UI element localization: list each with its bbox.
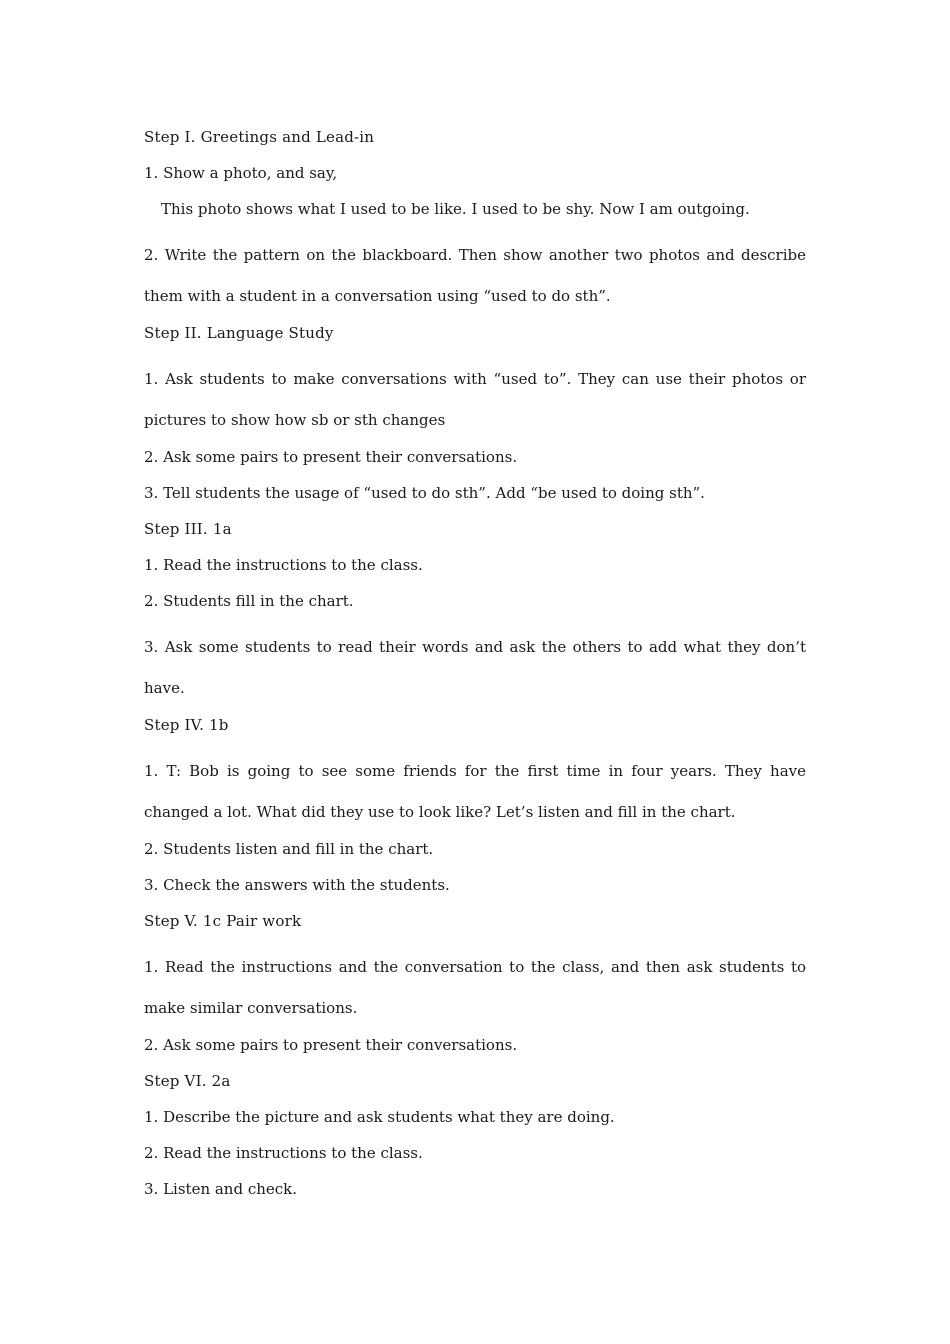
step-6-item-1: 1. Describe the picture and ask students what they are doing. <box>144 1108 615 1126</box>
step-1-heading: Step I. Greetings and Lead-in <box>144 128 375 146</box>
step-2-item-3: 3. Tell students the usage of “used to do sth”. Add “be used to doing sth”. <box>144 484 705 502</box>
step-1-item-1: 1. Show a photo, and say, <box>144 164 338 182</box>
step-2-heading: Step II. Language Study <box>144 324 334 342</box>
document-page <box>144 127 811 1215</box>
step-5-heading: Step V. 1c Pair work <box>144 912 302 930</box>
step-4-item-1: 1. T: Bob is going to see some friends for the first time in four years. They have changed a lot. What did they use to look like? Let’s listen and fill in the chart. <box>144 762 811 821</box>
step-6-heading: Step VI. 2a <box>144 1072 231 1090</box>
step-2-item-2: 2. Ask some pairs to present their conversations. <box>144 448 518 466</box>
step-4-item-3: 3. Check the answers with the students. <box>144 876 450 894</box>
step-6-item-2: 2. Read the instructions to the class. <box>144 1144 423 1162</box>
step-6-item-3: 3. Listen and check. <box>144 1180 298 1198</box>
step-1-item-2: 2. Write the pattern on the blackboard. Then show another two photos and describe them with a student in a conversation using “used to do sth”. <box>144 246 811 305</box>
step-3-item-3: 3. Ask some students to read their words and ask the others to add what they don’t have. <box>144 638 811 697</box>
step-3-item-1: 1. Read the instructions to the class. <box>144 556 423 574</box>
step-2-item-1: 1. Ask students to make conversations with “used to”. They can use their photos or pictures to show how sb or sth changes <box>144 370 811 429</box>
step-1-quote: This photo shows what I used to be like. I used to be shy. Now I am outgoing. <box>161 200 750 218</box>
step-3-heading: Step III. 1a <box>144 520 232 538</box>
step-4-item-2: 2. Students listen and fill in the chart. <box>144 840 434 858</box>
step-3-item-2: 2. Students fill in the chart. <box>144 592 354 610</box>
step-5-item-1: 1. Read the instructions and the conversation to the class, and then ask students to make similar conversations. <box>144 958 811 1017</box>
step-4-heading: Step IV. 1b <box>144 716 229 734</box>
step-5-item-2: 2. Ask some pairs to present their conversations. <box>144 1036 518 1054</box>
